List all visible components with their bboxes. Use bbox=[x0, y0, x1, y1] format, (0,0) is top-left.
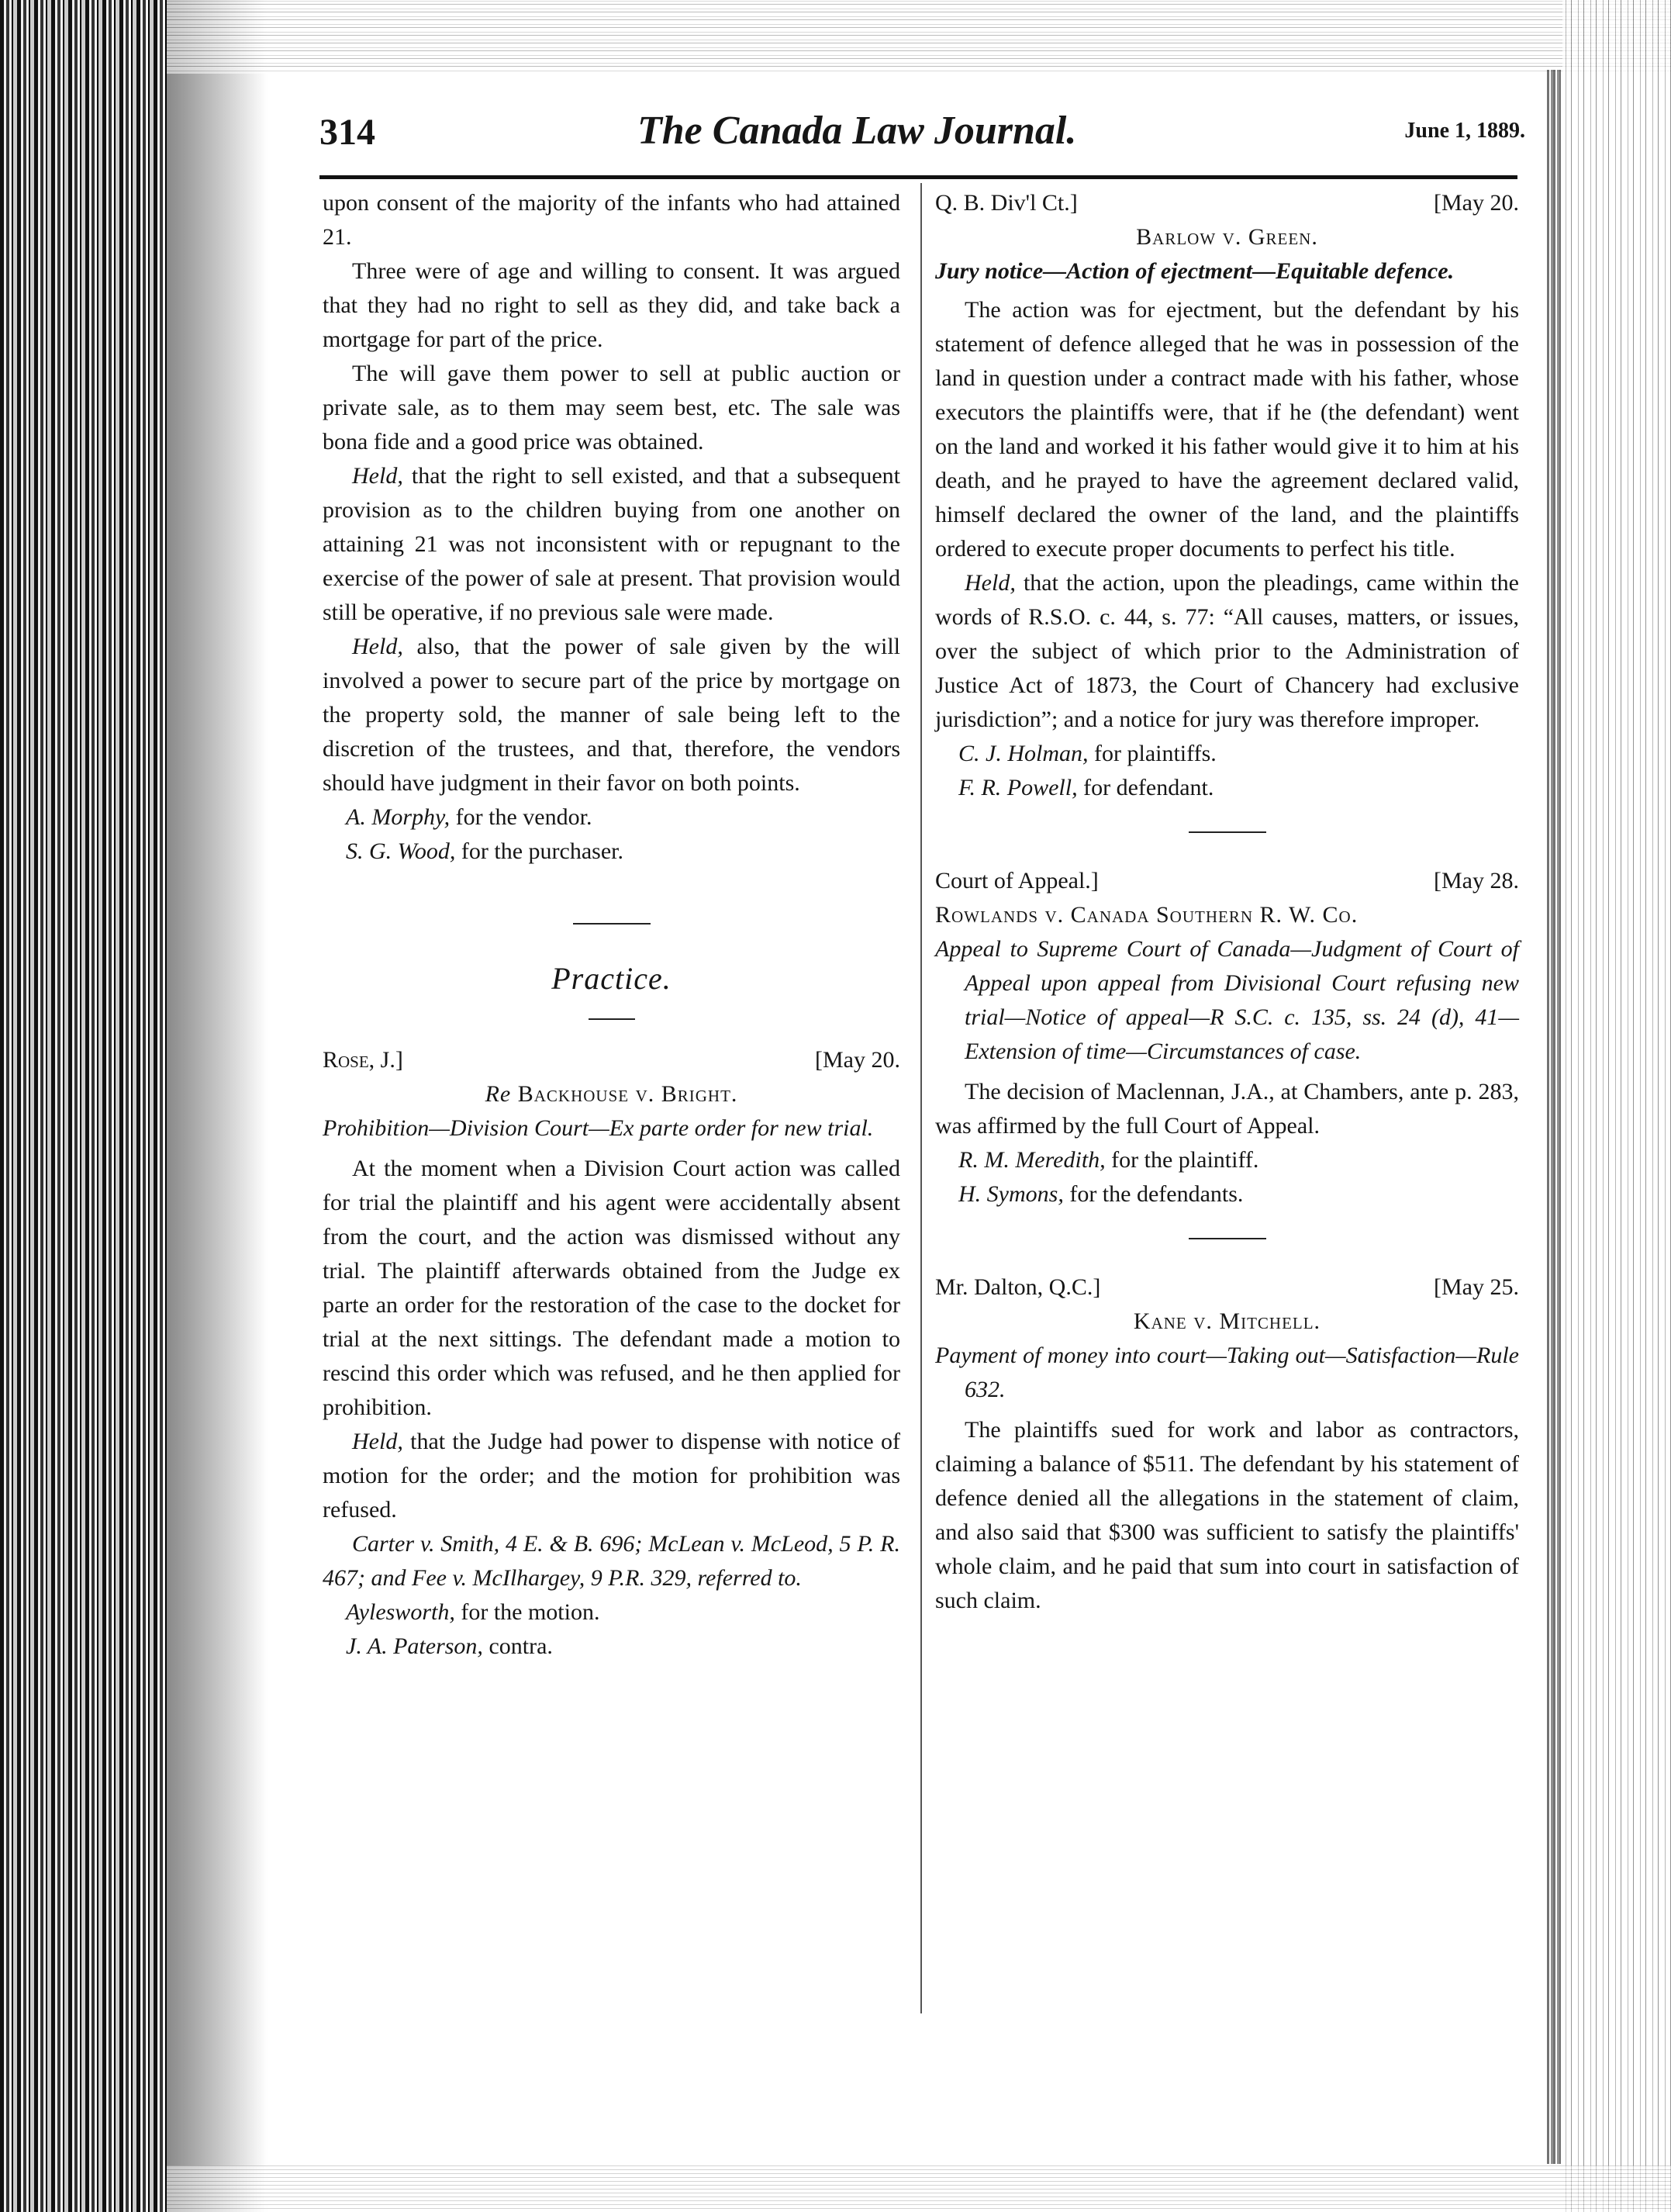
counsel-name: A. Morphy, bbox=[346, 804, 451, 830]
counsel-line bbox=[935, 737, 1519, 771]
court-line bbox=[935, 1270, 1519, 1305]
section-heading: Practice. bbox=[551, 961, 672, 996]
issue-date: June 1, 1889. bbox=[1404, 119, 1525, 143]
decision-date: [May 25. bbox=[1434, 1274, 1519, 1300]
spine-shadow bbox=[167, 0, 268, 2212]
counsel-role: for the vendor. bbox=[450, 804, 592, 830]
counsel-name: F. R. Powell, bbox=[958, 775, 1078, 800]
court-name: Q. B. Div'l Ct.] bbox=[935, 190, 1078, 216]
page-edge-right bbox=[1562, 0, 1671, 2212]
counsel-line bbox=[323, 1630, 900, 1664]
counsel-line bbox=[323, 800, 900, 835]
counsel-line bbox=[935, 1177, 1519, 1211]
journal-title: The Canada Law Journal. bbox=[637, 109, 1077, 153]
counsel-role: for the motion. bbox=[454, 1599, 600, 1625]
case-title: Kane v. Mitchell. bbox=[1133, 1308, 1321, 1334]
page-header bbox=[319, 105, 1525, 167]
catchwords: Jury notice—Action of ejectment—Equitable defence. bbox=[935, 258, 1455, 284]
catchwords: Payment of money into court—Taking out—Satisfaction—Rule 632. bbox=[935, 1343, 1519, 1402]
counsel-line bbox=[935, 771, 1519, 805]
court-line bbox=[323, 1043, 900, 1077]
counsel-line bbox=[323, 835, 900, 869]
held-label: Held, bbox=[352, 463, 403, 489]
counsel-role: for the plaintiff. bbox=[1105, 1147, 1259, 1173]
held-label: Held, bbox=[965, 570, 1016, 596]
counsel-name: C. J. Holman, bbox=[958, 741, 1089, 766]
counsel-role: for the purchaser. bbox=[455, 838, 623, 864]
catchwords: Prohibition—Division Court—Ex parte order for new trial. bbox=[323, 1115, 874, 1141]
cases-cited: Carter v. Smith, 4 E. & B. 696; McLean v. McLeod, 5 P. R. 467; and Fee v. McIlhargey, 9 P.R. 329, referred to. bbox=[323, 1531, 900, 1591]
counsel-name: R. M. Meredith, bbox=[958, 1147, 1106, 1173]
counsel-role: for plaintiffs. bbox=[1088, 741, 1217, 766]
paragraph: Three were of age and willing to consent. It was argued that they had no right to sell as they did, and take back a mortgage for part of the price. bbox=[323, 258, 900, 352]
case-title bbox=[323, 1077, 900, 1111]
court-line bbox=[935, 186, 1519, 220]
counsel-role: for the defendants. bbox=[1063, 1181, 1244, 1207]
counsel-name: Aylesworth, bbox=[346, 1599, 455, 1625]
page-edge-top bbox=[167, 0, 1671, 74]
held-text: that the action, upon the pleadings, came within the words of R.S.O. c. 44, s. 77: “All causes, matters, or issues, over the subject of which prior to the Administration of Justice Act of 1873, the Court of Chancery had exclusive jurisdiction”; and a notice for jury was therefore improper. bbox=[935, 570, 1519, 732]
header-rule bbox=[319, 175, 1517, 179]
decision-date: [May 20. bbox=[1434, 190, 1519, 216]
case-title-text: Backhouse v. Bright. bbox=[511, 1081, 738, 1107]
held-paragraph bbox=[323, 459, 900, 630]
page-edge-right-inner bbox=[1547, 70, 1561, 2164]
paragraph: The action was for ejectment, but the defendant by his statement of defence alleged that he was in possession of the land in question under a contract made with his father, whose executors the plaintiffs were, that if he (the defendant) went on the land and worked it his father would give it to him at his death, and he prayed to have the agreement declared valid, himself declared the owner of the land, and the plaintiffs ordered to execute proper documents to perfect his title. bbox=[935, 297, 1519, 562]
decision-date: [May 20. bbox=[815, 1047, 900, 1073]
column-divider bbox=[920, 183, 922, 2013]
held-text: that the right to sell existed, and that a subsequent provision as to the children buying from one another on attaining 21 was not inconsistent with or repugnant to the exercise of the power of sale at present. That provision would still be operative, if no previous sale were made. bbox=[323, 463, 900, 625]
case-title: Rowlands v. Canada Southern R. W. Co. bbox=[935, 902, 1359, 928]
counsel-role: contra. bbox=[482, 1633, 553, 1659]
paragraph: The will gave them power to sell at public auction or private sale, as to them may seem best, etc. The sale was bona fide and a good price was obtained. bbox=[323, 361, 900, 454]
counsel-line bbox=[323, 1595, 900, 1630]
held-label: Held, bbox=[352, 1429, 403, 1454]
held-paragraph bbox=[323, 1425, 900, 1527]
paragraph: At the moment when a Division Court action was called for trial the plaintiff and his agent were accidentally absent from the court, and the action was dismissed without any trial. The plaintiff afterwards obtained from the Judge ex parte an order for the restoration of the case to the docket for trial at the next sittings. The defendant made a motion to rescind this order which was refused, and he then applied for prohibition. bbox=[323, 1156, 900, 1420]
held-paragraph bbox=[323, 630, 900, 800]
held-text: also, that the power of sale given by the will involved a power to secure part of the price by mortgage on the property sold, the manner of sale being left to the discretion of the trustees, and that, therefore, the vendors should have judgment in their favor on both points. bbox=[323, 634, 900, 796]
held-label: Held, bbox=[352, 634, 403, 659]
counsel-line bbox=[935, 1143, 1519, 1177]
right-column bbox=[935, 186, 1519, 1618]
paragraph: The plaintiffs sued for work and labor as contractors, claiming a balance of $511. The defendant by his statement of defence denied all the allegations in the statement of claim, and also said that $300 was sufficient to satisfy the plaintiffs' whole claim, and he paid that sum into court in satisfaction of such claim. bbox=[935, 1417, 1519, 1613]
court-name: Court of Appeal.] bbox=[935, 868, 1099, 893]
held-paragraph bbox=[935, 566, 1519, 737]
paragraph: The decision of Maclennan, J.A., at Chambers, ante p. 283, was affirmed by the full Court of Appeal. bbox=[935, 1079, 1519, 1139]
catchwords: Appeal to Supreme Court of Canada—Judgment of Court of Appeal upon appeal from Divisional Court refusing new trial—Notice of appeal—R S.C. c. 135, ss. 24 (d), 41—Extension of time—Circumstances of case. bbox=[935, 936, 1519, 1064]
court-name: Mr. Dalton, Q.C.] bbox=[935, 1274, 1101, 1300]
page-number: 314 bbox=[319, 112, 375, 153]
held-text: that the Judge had power to dispense with notice of motion for the order; and the motion for prohibition was refused. bbox=[323, 1429, 900, 1522]
paragraph: upon consent of the majority of the infants who had attained 21. bbox=[323, 190, 900, 250]
case-title-re: Re bbox=[485, 1081, 512, 1107]
counsel-role: for defendant. bbox=[1077, 775, 1214, 800]
court-name: Rose, J.] bbox=[323, 1047, 403, 1073]
counsel-name: J. A. Paterson, bbox=[346, 1633, 483, 1659]
book-spine bbox=[0, 0, 167, 2212]
page-edge-bottom bbox=[167, 2165, 1671, 2212]
case-title: Barlow v. Green. bbox=[1136, 224, 1318, 250]
counsel-name: H. Symons, bbox=[958, 1181, 1064, 1207]
decision-date: [May 28. bbox=[1434, 868, 1519, 893]
counsel-name: S. G. Wood, bbox=[346, 838, 456, 864]
court-line bbox=[935, 864, 1519, 898]
left-column bbox=[323, 186, 900, 1664]
